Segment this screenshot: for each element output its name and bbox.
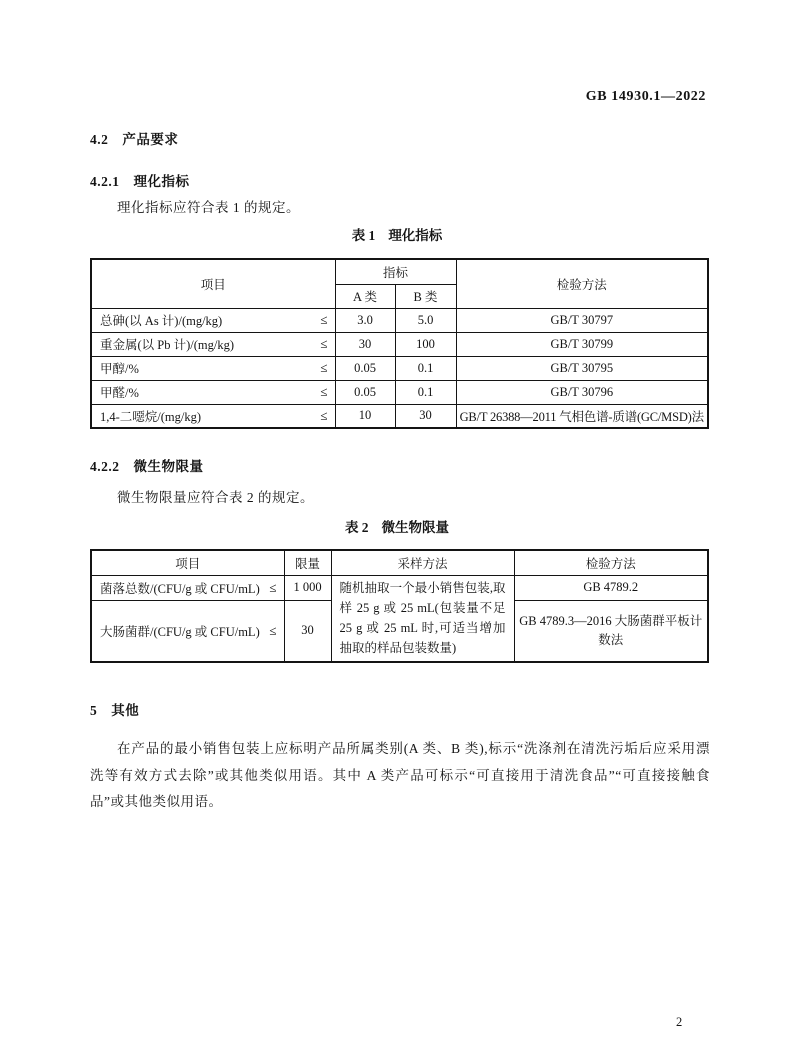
table1-col-class-a: A 类: [335, 284, 395, 308]
item-name: 总砷(以 As 计)/(mg/kg): [100, 314, 223, 328]
le-symbol: ≤: [320, 407, 328, 423]
section-title: 其他: [111, 703, 140, 718]
paragraph-4-2-2: 微生物限量应符合表 2 的规定。: [117, 490, 314, 505]
le-symbol: ≤: [269, 622, 277, 638]
table2-header-row: [91, 550, 708, 575]
table1-col-method: 检验方法: [456, 259, 708, 308]
cell-method: GB 4789.3—2016 大肠菌群平板计数法: [514, 600, 708, 662]
cell-class-b-value: 0.1: [395, 356, 456, 380]
item-name: 甲醇/%: [100, 362, 139, 376]
section-heading-4-2: [90, 128, 178, 148]
le-symbol: ≤: [320, 336, 328, 351]
table-row: [91, 356, 708, 380]
table1-header-row: [91, 259, 708, 284]
table-row: [91, 308, 708, 332]
section-heading-4-2-2: [90, 455, 204, 475]
cell-class-b-value: 30: [395, 404, 456, 428]
cell-class-b-value: 100: [395, 332, 456, 356]
section-number: 4.2.2: [90, 459, 120, 474]
table2-col-sampling: 采样方法: [331, 550, 514, 575]
section-title: 微生物限量: [133, 459, 204, 474]
section-title: 理化指标: [133, 174, 190, 189]
cell-method: GB/T 26388—2011 气相色谱-质谱(GC/MSD)法: [456, 404, 708, 428]
table2-caption: [0, 516, 794, 536]
cell-limit: 30: [284, 600, 331, 662]
cell-item: [91, 404, 335, 428]
section-title: 产品要求: [122, 132, 179, 147]
section-heading-4-2-1: [90, 170, 190, 190]
cell-method: GB/T 30797: [456, 308, 708, 332]
item-name: 菌落总数/(CFU/g 或 CFU/mL): [100, 581, 260, 596]
page-number: 2: [676, 1015, 683, 1029]
section-heading-5: [90, 699, 139, 719]
table1-physicochemical-indicators: [90, 258, 709, 429]
cell-item: [91, 380, 335, 404]
cell-class-a-value: 30: [335, 332, 395, 356]
table1-caption: [0, 224, 794, 244]
cell-item: [91, 308, 335, 332]
cell-class-a-value: 3.0: [335, 308, 395, 332]
cell-method: GB/T 30796: [456, 380, 708, 404]
le-symbol: ≤: [320, 312, 328, 327]
paragraph-4-2-1: 理化指标应符合表 1 的规定。: [117, 200, 300, 215]
item-name: 大肠菌群/(CFU/g 或 CFU/mL): [100, 624, 260, 639]
table1-caption-label: 表 1: [351, 228, 376, 243]
cell-class-b-value: 5.0: [395, 308, 456, 332]
item-name: 甲醛/%: [100, 386, 139, 400]
cell-method: GB/T 30795: [456, 356, 708, 380]
table-row: [91, 332, 708, 356]
cell-item: [91, 600, 284, 662]
table2-col-item: 项目: [91, 550, 284, 575]
table2-col-method: 检验方法: [514, 550, 708, 575]
table2-microbial-limits: [90, 549, 709, 663]
item-name: 1,4-二噁烷/(mg/kg): [100, 409, 202, 424]
cell-method: GB/T 30799: [456, 332, 708, 356]
le-symbol: ≤: [320, 360, 328, 375]
cell-item: [91, 575, 284, 600]
cell-method: GB 4789.2: [514, 575, 708, 600]
standard-number: GB 14930.1—2022: [585, 89, 706, 104]
cell-class-a-value: 10: [335, 404, 395, 428]
table1-caption-title: 理化指标: [388, 228, 443, 243]
table1-col-item: 项目: [91, 259, 335, 308]
sampling-method-text: 随机抽取一个最小销售包装,取样 25 g 或 25 mL(包装量不足 25 g 或 25 mL 时,可适当增加抽取的样品包装数量): [339, 581, 506, 656]
paragraph-5: 在产品的最小销售包装上应标明产品所属类别(A 类、B 类),标示“洗涤剂在清洗污垢后应采用漂洗等有效方式去除”或其他类似用语。其中 A 类产品可标示“可直接用于清洗食品”“可直接接触食品”或其他类似用语。: [90, 741, 710, 809]
section-number: 5: [90, 703, 98, 718]
cell-sampling-method: [331, 575, 514, 662]
cell-class-a-value: 0.05: [335, 380, 395, 404]
cell-item: [91, 332, 335, 356]
le-symbol: ≤: [320, 384, 328, 399]
section-number: 4.2.1: [90, 174, 120, 189]
cell-class-a-value: 0.05: [335, 356, 395, 380]
table1-col-index: 指标: [335, 259, 456, 284]
table1-col-class-b: B 类: [395, 284, 456, 308]
table2-caption-title: 微生物限量: [381, 520, 450, 535]
table2-col-limit: 限量: [284, 550, 331, 575]
cell-item: [91, 356, 335, 380]
table2-caption-label: 表 2: [344, 520, 369, 535]
table-row: [91, 380, 708, 404]
le-symbol: ≤: [269, 579, 277, 595]
cell-class-b-value: 0.1: [395, 380, 456, 404]
item-name: 重金属(以 Pb 计)/(mg/kg): [100, 338, 235, 352]
table-row: [91, 404, 708, 428]
table-row: [91, 575, 708, 600]
section-number: 4.2: [90, 132, 109, 147]
cell-limit: 1 000: [284, 575, 331, 600]
